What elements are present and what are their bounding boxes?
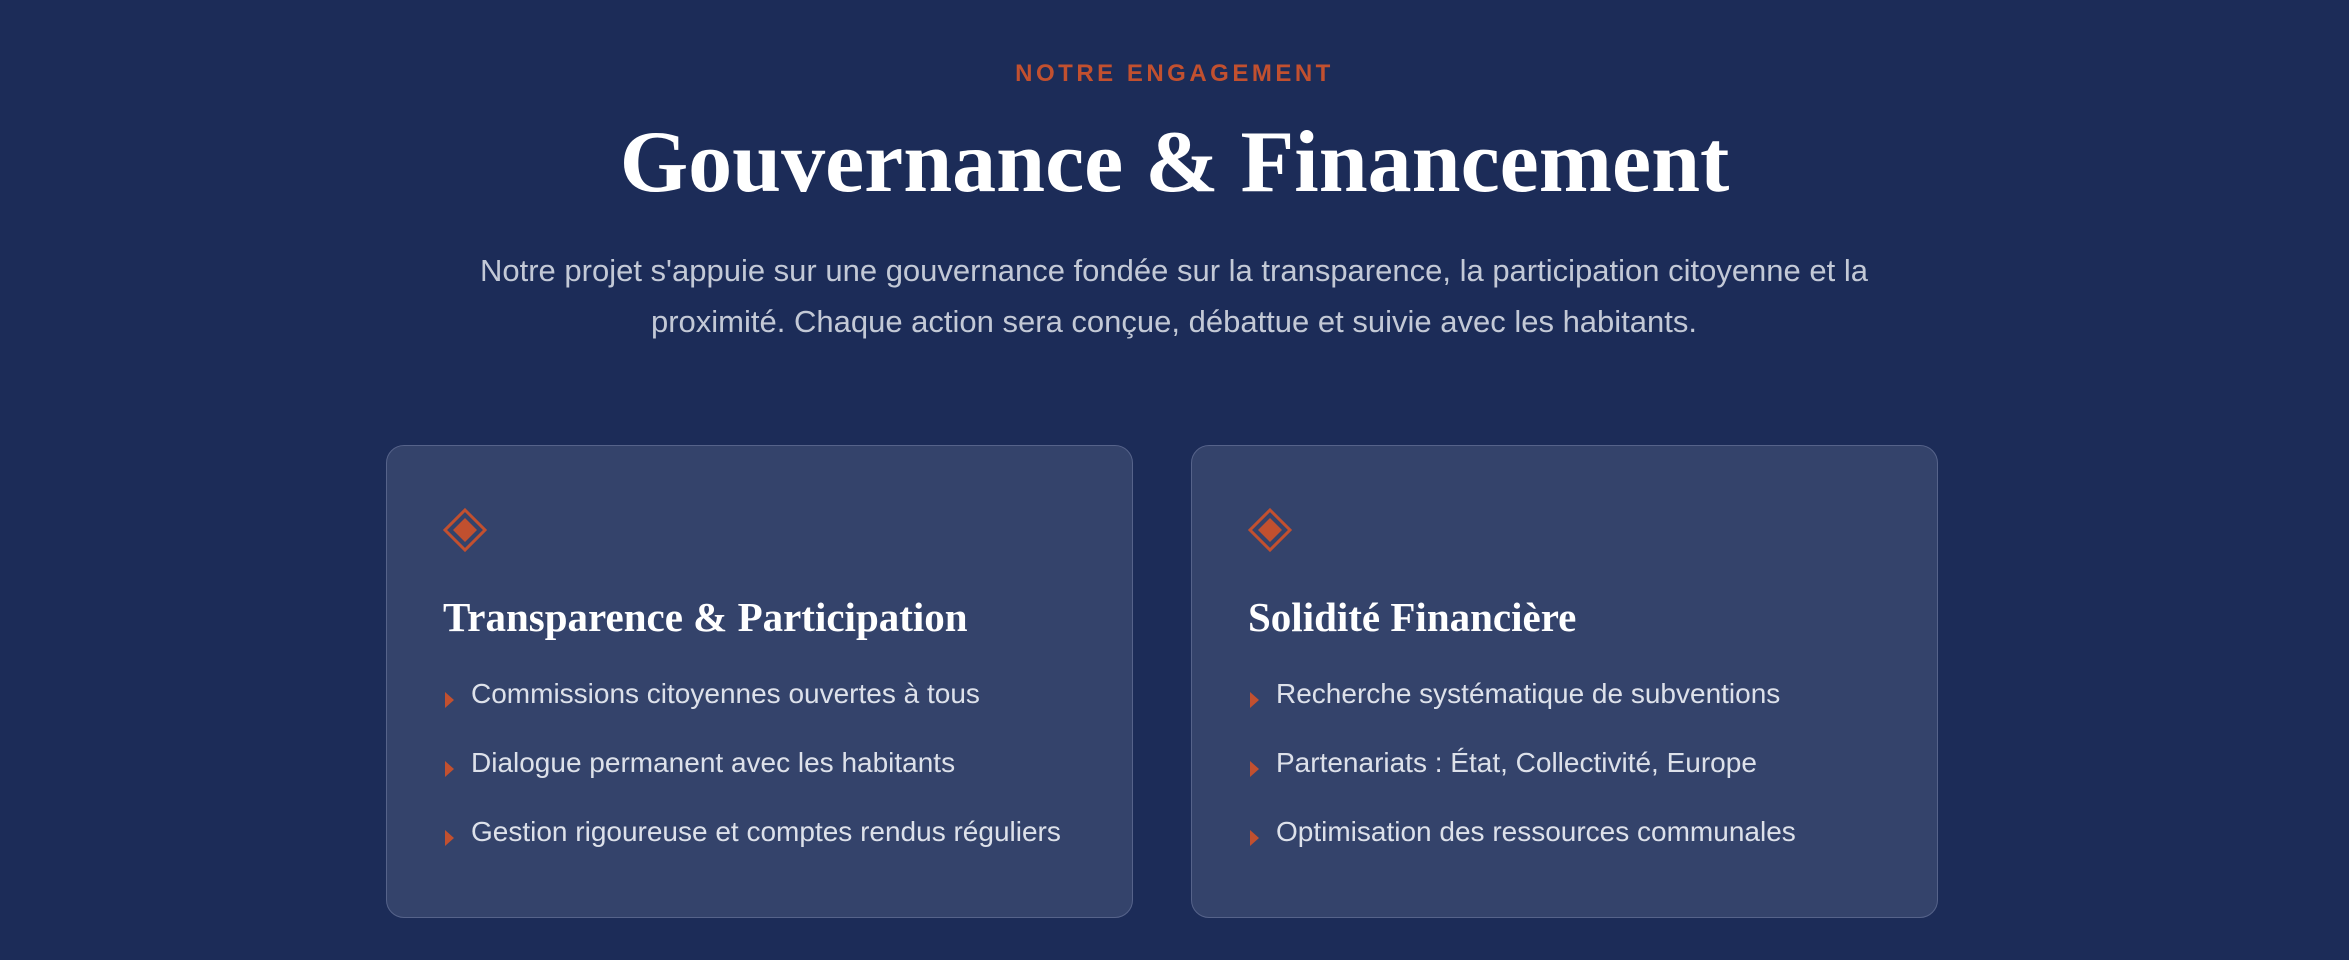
card-title: Transparence & Participation xyxy=(443,594,968,640)
list-item-label: Recherche systématique de subventions xyxy=(1276,678,1781,709)
section-title: Gouvernance & Financement xyxy=(619,114,1730,211)
bullet-icon xyxy=(445,692,454,708)
list-item-label: Dialogue permanent avec les habitants xyxy=(471,747,956,778)
list-item-label: Optimisation des ressources communales xyxy=(1276,816,1796,847)
diamond-icon xyxy=(443,508,487,552)
list-item xyxy=(443,812,1061,881)
card-transparency xyxy=(386,445,1133,918)
bullet-icon xyxy=(445,761,454,777)
list-item-label: Gestion rigoureuse et comptes rendus réguliers xyxy=(471,816,1061,847)
section-intro: Notre projet s'appuie sur une gouvernance fondée sur la transparence, la participation citoyenne et la proximité. Chaque action sera conçue, débattue et suivie avec les habitants. xyxy=(479,253,1868,339)
list-item xyxy=(443,674,1061,743)
card-financial-strength xyxy=(1191,445,1938,918)
bullet-icon xyxy=(1250,692,1259,708)
bullet-icon xyxy=(1250,830,1259,846)
list-item xyxy=(1248,743,1796,812)
bullet-icon xyxy=(1250,761,1259,777)
list-item-label: Partenariats : État, Collectivité, Europe xyxy=(1276,747,1757,778)
card-list xyxy=(443,674,1061,881)
bullet-icon xyxy=(445,830,454,846)
card-list xyxy=(1248,674,1796,881)
list-item xyxy=(1248,812,1796,881)
card-title: Solidité Financière xyxy=(1248,594,1577,640)
list-item xyxy=(443,743,1061,812)
list-item xyxy=(1248,674,1796,743)
diamond-icon xyxy=(1248,508,1292,552)
list-item-label: Commissions citoyennes ouvertes à tous xyxy=(471,678,980,709)
section-eyebrow: NOTRE ENGAGEMENT xyxy=(1015,60,1334,87)
